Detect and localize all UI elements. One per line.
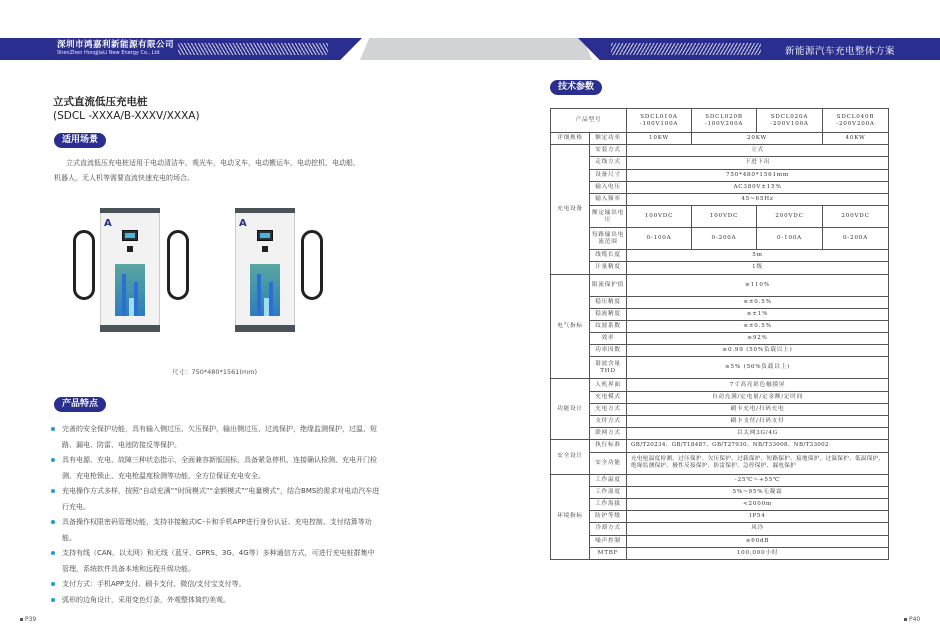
table-row [551, 547, 889, 559]
value-cell: 以太网3G/4G [627, 428, 889, 440]
row-label: 防护等级 [590, 511, 627, 523]
table-row [551, 428, 889, 440]
value-cell: 自动充满/定电量/定金额/定时间 [627, 391, 889, 403]
value-cell: 750*480*1561mm [627, 169, 889, 181]
table-row [551, 440, 889, 452]
table-row [551, 193, 889, 205]
row-label: 设备尺寸 [590, 169, 627, 181]
model-cell: SDCL020A -200V100A [757, 109, 823, 133]
page-number-right: P40 [904, 616, 920, 623]
table-row [551, 250, 889, 262]
row-label: 支付方式 [590, 416, 627, 428]
row-label: 工作温度 [590, 474, 627, 486]
row-label: 人机界面 [590, 379, 627, 391]
row-label: 走线方式 [590, 157, 627, 169]
feature-item: 具备操作权限密码管理功能，支持非接触式IC-卡和手机APP进行身份认证、充电控制、支付结算等功能。 [50, 515, 380, 546]
row-label: 功率因数 [590, 345, 627, 357]
row-label: 纹波系数 [590, 320, 627, 332]
table-row [551, 535, 889, 547]
value-cell: 40KW [823, 133, 889, 145]
model-cell: SDCL020B -100V200A [692, 109, 757, 133]
value-cell: ≥110% [627, 274, 889, 296]
section-label-features: 产品特点 [54, 397, 106, 412]
value-cell: 10KW [627, 133, 692, 145]
group-label: 环境指标 [551, 474, 590, 559]
row-label: 效率 [590, 333, 627, 345]
table-row [551, 109, 889, 133]
company-name [57, 40, 174, 57]
row-label: 充电方式 [590, 403, 627, 415]
value-cell: 7寸高亮彩色触摸屏 [627, 379, 889, 391]
charger-image-2 [235, 208, 295, 332]
charger-image-1 [100, 208, 160, 332]
value-cell: 100,000小时 [627, 547, 889, 559]
value-cell: 刷卡充电/扫码充电 [627, 403, 889, 415]
touchscreen-icon [257, 230, 273, 241]
table-row [551, 133, 889, 145]
row-label: 计量精度 [590, 262, 627, 274]
value-cell: ≥92% [627, 333, 889, 345]
row-label: MTBF [590, 547, 627, 559]
value-cell: ≤±0.5% [627, 320, 889, 332]
table-row [551, 169, 889, 181]
value-cell: ≤±0.5% [627, 296, 889, 308]
value-cell: 200VDC [757, 206, 823, 228]
value-cell: 45~65Hz [627, 193, 889, 205]
row-label: 额定功率 [590, 133, 627, 145]
value-cell: 0-100A [627, 228, 692, 250]
group-label: 安全设计 [551, 440, 590, 474]
section-label-tech-specs: 技术参数 [550, 80, 602, 95]
row-label: 输入频率 [590, 193, 627, 205]
row-label: 工作海拔 [590, 498, 627, 510]
header-band [0, 38, 940, 60]
group-label: 电气指标 [551, 274, 590, 379]
product-images [55, 200, 345, 340]
row-label: 联网方式 [590, 428, 627, 440]
row-label: 谐波含量THD [590, 357, 627, 379]
table-row [551, 452, 889, 474]
table-row [551, 145, 889, 157]
feature-item: 弧形的边角设计，采用变色灯条，外观整体简约美观。 [50, 593, 380, 609]
value-cell: <2000m [627, 498, 889, 510]
value-cell: ≥0.99 (50%负载以上) [627, 345, 889, 357]
row-label: 线缆长度 [590, 250, 627, 262]
value-cell: 5%~95%无凝霜 [627, 486, 889, 498]
table-row [551, 157, 889, 169]
table-row [551, 333, 889, 345]
value-cell: -25℃~+55℃ [627, 474, 889, 486]
row-label: 安全功能 [590, 452, 627, 474]
spec-table [550, 108, 889, 560]
value-cell: 刷卡支付/扫码支付 [627, 416, 889, 428]
brand-logo-icon: A [239, 218, 247, 229]
row-label: 安装方式 [590, 145, 627, 157]
table-row [551, 308, 889, 320]
row-label: 稳压精度 [590, 296, 627, 308]
value-cell: 0-200A [692, 228, 757, 250]
bullet-icon [20, 618, 23, 621]
value-cell: 0-200A [823, 228, 889, 250]
feature-item: 支持有线（CAN、以太网）和无线（蓝牙、GPRS、3G、4G等）多种通信方式，可进行充电桩群集中管理，系统软件具备本地和远程升级功能。 [50, 546, 380, 577]
detail-label: 详细规格 [551, 133, 590, 145]
group-label: 功能设计 [551, 379, 590, 440]
touchscreen-icon [122, 230, 138, 241]
value-cell: 100VDC [627, 206, 692, 228]
table-row [551, 357, 889, 379]
value-cell: AC380V±15% [627, 181, 889, 193]
row-label: 每路输出电流范围 [590, 228, 627, 250]
card-reader-icon [127, 246, 133, 252]
value-cell: IP54 [627, 511, 889, 523]
value-cell: ≤60dB [627, 535, 889, 547]
value-cell: 风冷 [627, 523, 889, 535]
table-row [551, 391, 889, 403]
dimension-caption: 尺寸：750*480*1561(mm) [172, 368, 258, 376]
table-row [551, 296, 889, 308]
hatch-pattern-right [611, 43, 761, 55]
charging-cable-icon [167, 230, 189, 300]
charging-cable-icon [301, 230, 323, 300]
charging-cable-icon [73, 230, 95, 300]
table-row [551, 262, 889, 274]
row-label: 输入电压 [590, 181, 627, 193]
product-model: (SDCL -XXXA/B-XXXV/XXXA) [53, 110, 200, 122]
table-row [551, 474, 889, 486]
row-label: 工作湿度 [590, 486, 627, 498]
bullet-icon [904, 618, 907, 621]
table-row [551, 206, 889, 228]
table-row [551, 345, 889, 357]
feature-list [50, 422, 380, 608]
value-cell: 200VDC [823, 206, 889, 228]
table-row [551, 486, 889, 498]
value-cell: 立式 [627, 145, 889, 157]
value-cell: 20KW [692, 133, 823, 145]
value-cell: 5m [627, 250, 889, 262]
scene-description: 立式直流低压充电桩适用于电动清洁车，观光车，电动叉车，电动搬运车，电动挖机，电动船，机器人，无人机等需要直流快速充电的场合。 [54, 159, 360, 182]
table-row [551, 228, 889, 250]
table-row [551, 498, 889, 510]
group-label: 充电设备 [551, 145, 590, 274]
table-row [551, 523, 889, 535]
row-label: 执行标准 [590, 440, 627, 452]
value-cell: 100VDC [692, 206, 757, 228]
table-row [551, 320, 889, 332]
row-label: 稳流精度 [590, 308, 627, 320]
hatch-pattern-left [178, 43, 328, 55]
table-row [551, 403, 889, 415]
row-label: 冷却方式 [590, 523, 627, 535]
header-gray-band [360, 38, 592, 60]
row-label: 噪声控制 [590, 535, 627, 547]
brochure-title: 新能源汽车充电整体方案 [784, 46, 895, 57]
feature-item: 充电操作方式多样，按照“自动充满”“时间模式”“金额模式”“电量模式”，结合BMS的需求对电动汽车进行充电。 [50, 484, 380, 515]
company-name-en: ShenZhen HongJiaLi New Energy Co., Ltd [57, 50, 160, 56]
table-row [551, 274, 889, 296]
table-row [551, 511, 889, 523]
row-label: 额定输出电压 [590, 206, 627, 228]
page-number-left: P39 [20, 616, 36, 623]
feature-item: 具有电源、充电、故障三种状态指示，全面兼容新版国标，具备紧急停机、连接确认检测、充电开门检测、充电枪锁止、充电枪温度检测等功能，全方位保证充电安全。 [50, 453, 380, 484]
product-title: 立式直流低压充电桩 [53, 96, 148, 108]
section-label-scene: 适用场景 [54, 133, 106, 148]
row-label: 充电模式 [590, 391, 627, 403]
model-cell: SDCL040B -200V200A [823, 109, 889, 133]
table-row [551, 379, 889, 391]
value-cell: ≤±1% [627, 308, 889, 320]
value-cell: ≤5% (50%负载以上) [627, 357, 889, 379]
table-row [551, 416, 889, 428]
feature-item: 支付方式：手机APP支付、刷卡支付、微信/支付宝支付等。 [50, 577, 380, 593]
brand-logo-icon: A [104, 218, 112, 229]
model-header: 产品型号 [551, 109, 627, 133]
value-cell: 0-100A [757, 228, 823, 250]
company-name-cn: 深圳市鸿嘉利新能源有限公司 [57, 40, 175, 50]
table-row [551, 181, 889, 193]
value-cell: GB/T20234、GB/T18487、GB/T27930、NB/T33008、NB/T33002 [627, 440, 889, 452]
card-reader-icon [262, 246, 268, 252]
model-cell: SDCL010A -100V100A [627, 109, 692, 133]
row-label: 限流保护值 [590, 274, 627, 296]
value-cell: 充电枪温度检测、过压保护、欠压保护、过载保护、短路保护、接地保护、过温保护、低温保护、绝缘监测保护、极性反接保护、防雷保护、急停保护、漏电保护 [627, 452, 889, 474]
value-cell: 1级 [627, 262, 889, 274]
value-cell: 下进下出 [627, 157, 889, 169]
feature-item: 完善的安全保护功能，具有输入侧过压、欠压保护，输出侧过压、过流保护，绝缘监测保护，过温、短路、漏电、防雷、电池防接反等保护。 [50, 422, 380, 453]
